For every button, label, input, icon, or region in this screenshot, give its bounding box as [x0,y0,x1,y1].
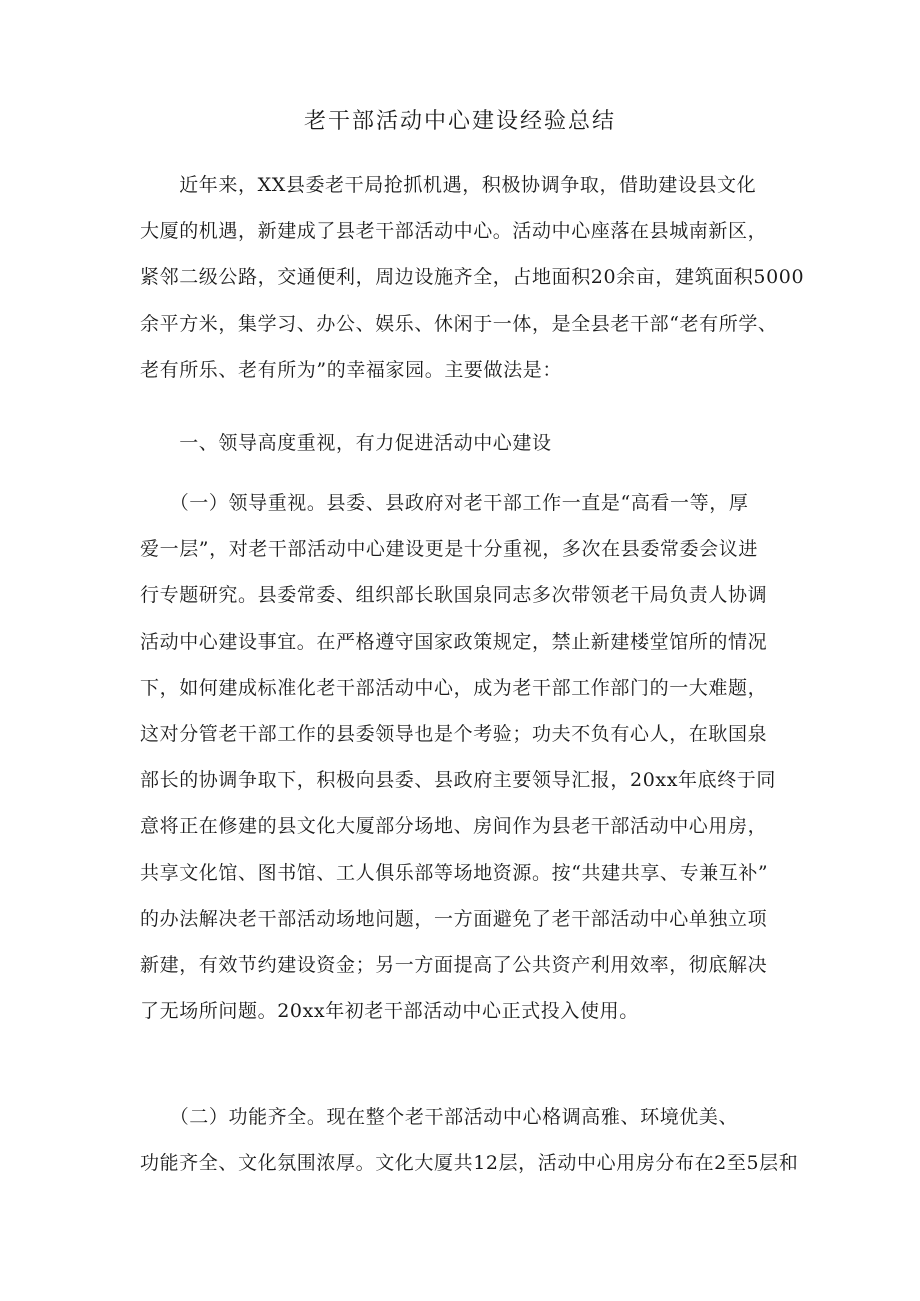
text-line: 一、领导高度重视，有力促进活动中心建设 [140,432,552,454]
text-line: 行专题研究。县委常委、组织部长耿国泉同志多次带领老干局负责人协调 [140,584,768,607]
text-line: （一）领导重视。县委、县政府对老干部工作一直是“高看一等，厚 [140,492,749,514]
section-heading [140,420,780,466]
subsection-paragraph-2 [140,1094,799,1186]
text-line: 这对分管老干部工作的县委领导也是个考验；功夫不负有心人，在耿国泉 [140,723,768,746]
text-line: 共享文化馆、图书馆、工人俱乐部等场地资源。按“共建共享、专兼互补” [140,861,769,884]
intro-paragraph [140,162,805,393]
subsection-paragraph-1 [140,480,780,1034]
text-line: （二）功能齐全。现在整个老干部活动中心格调高雅、环境优美、 [140,1106,739,1128]
text-line: 爱一层”，对老干部活动中心建设更是十分重视，多次在县委常委会议进 [140,538,758,561]
text-line: 活动中心建设事宜。在严格遵守国家政策规定，禁止新建楼堂馆所的情况 [140,630,768,653]
text-line: 余平方米，集学习、办公、娱乐、休闲于一体，是全县老干部“老有所学、 [140,312,778,335]
text-line: 大厦的机遇，新建成了县老干部活动中心。活动中心座落在县城南新区， [140,220,768,243]
text-line: 老有所乐、老有所为”的幸福家园。主要做法是： [140,358,562,381]
text-line: 的办法解决老干部活动场地问题，一方面避免了老干部活动中心单独立项 [140,907,768,930]
text-line: 紧邻二级公路，交通便利，周边设施齐全，占地面积20余亩，建筑面积5000 [140,266,805,289]
text-line: 了无场所问题。20xx年初老干部活动中心正式投入使用。 [140,1000,639,1023]
text-line: 近年来，XX县委老干局抢抓机遇，积极协调争取，借助建设县文化 [140,174,757,196]
text-line: 新建，有效节约建设资金；另一方面提高了公共资产利用效率，彻底解决 [140,954,768,977]
text-line: 部长的协调争取下，积极向县委、县政府主要领导汇报，20xx年底终于同 [140,769,777,792]
text-line: 下，如何建成标准化老干部活动中心，成为老干部工作部门的一大难题， [140,676,768,699]
text-line: 功能齐全、文化氛围浓厚。文化大厦共12层，活动中心用房分布在2至5层和 [140,1152,799,1175]
text-line: 意将正在修建的县文化大厦部分场地、房间作为县老干部活动中心用房， [140,815,768,838]
document-title: 老干部活动中心建设经验总结 [303,109,616,134]
